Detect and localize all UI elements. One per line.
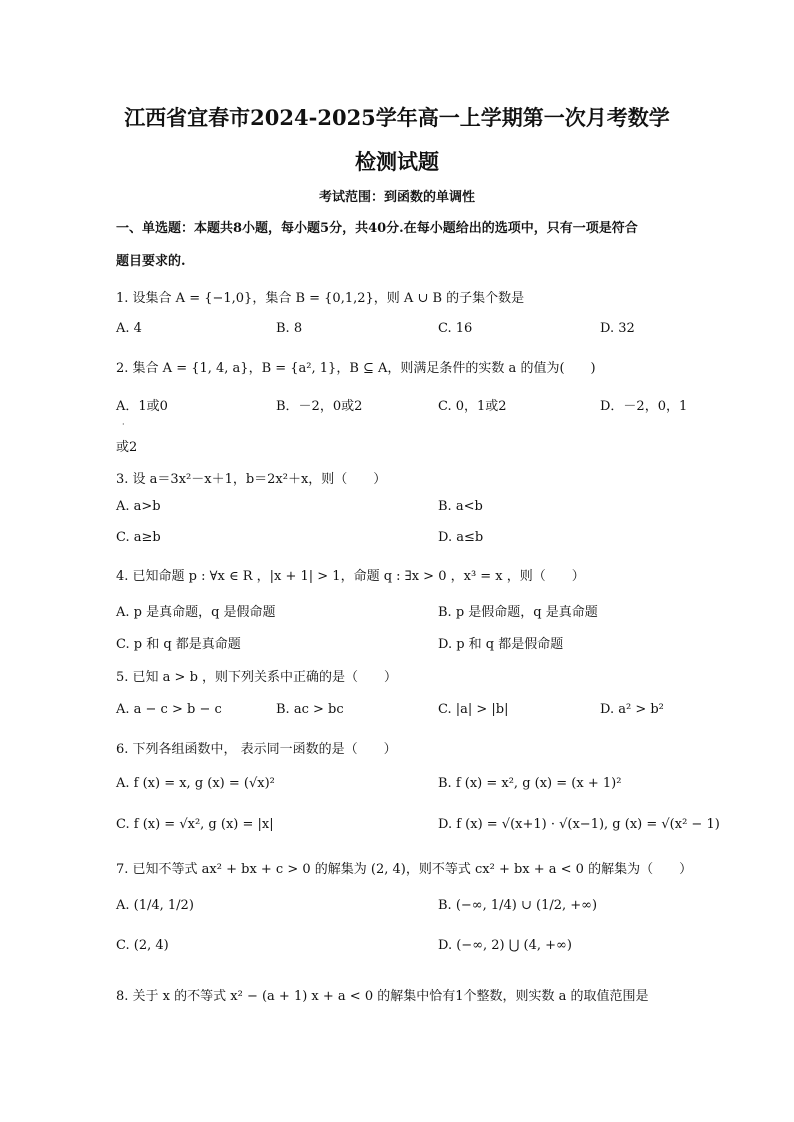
question-7-option-b: B. (−∞, 1/4) ∪ (1/2, +∞) — [438, 898, 598, 913]
page-title-line2: 检测试题 — [355, 149, 439, 174]
question-7-option-c: C. (2, 4) — [116, 938, 169, 953]
question-2-option-d: D．－2，0，1 — [600, 399, 688, 414]
question-6-option-d: D. f (x) = √(x+1) · √(x−1), g (x) = √(x² − 1) — [438, 817, 720, 832]
question-7-option-d: D. (−∞, 2) ⋃ (4, +∞) — [438, 938, 572, 953]
question-3-option-c: C. a≥b — [116, 530, 161, 545]
question-4-option-b: B. p 是假命题，q 是真命题 — [438, 605, 598, 620]
page-title-line1: 江西省宜春市2024-2025学年高一上学期第一次月考数学 — [124, 105, 670, 130]
section-heading-line2: 题目要求的. — [116, 254, 186, 269]
section-heading-line1: 一、单选题：本题共8小题，每小题5分，共40分.在每小题给出的选项中，只有一项是符合 — [116, 221, 638, 236]
question-2-option-d-continuation: 或2 — [116, 440, 138, 455]
question-5-option-a: A. a − c > b − c — [116, 702, 222, 717]
question-5-option-d: D. a² > b² — [600, 702, 664, 717]
question-2-stem: 2. 集合 A = {1, 4, a}，B = {a², 1}，B ⊆ A，则满足条件的实数 a 的值为( ) — [116, 361, 596, 376]
question-1-option-b: B. 8 — [276, 321, 303, 336]
question-6-stem: 6. 下列各组函数中， 表示同一函数的是（ ） — [116, 742, 397, 757]
question-2-option-b: B．－2，0或2 — [276, 399, 363, 414]
question-5-option-b: B. ac > bc — [276, 702, 344, 717]
exam-scope: 考试范围：到函数的单调性 — [318, 190, 475, 205]
question-4-stem: 4. 已知命题 p : ∀x ∈ R ，|x + 1| > 1，命题 q : ∃x > 0 ，x³ = x ，则（ ） — [116, 569, 585, 584]
question-6-option-b: B. f (x) = x², g (x) = (x + 1)² — [438, 776, 622, 791]
question-8-stem: 8. 关于 x 的不等式 x² − (a + 1) x + a < 0 的解集中恰有1个整数，则实数 a 的取值范围是 — [116, 989, 649, 1004]
question-1-option-c: C. 16 — [438, 321, 473, 336]
stray-dot: · — [122, 420, 125, 429]
question-7-stem: 7. 已知不等式 ax² + bx + c > 0 的解集为 (2, 4)，则不等式 cx² + bx + a < 0 的解集为（ ） — [116, 862, 693, 877]
question-6-option-c: C. f (x) = √x², g (x) = |x| — [116, 817, 274, 832]
question-2-option-c: C. 0，1或2 — [438, 399, 507, 414]
question-3-option-b: B. a<b — [438, 499, 483, 514]
question-5-option-c: C. |a| > |b| — [438, 702, 509, 717]
question-4-option-d: D. p 和 q 都是假命题 — [438, 637, 564, 652]
question-3-stem: 3. 设 a＝3x²－x＋1，b＝2x²＋x，则（ ） — [116, 472, 387, 487]
question-1-option-a: A. 4 — [116, 321, 142, 336]
question-7-option-a: A. (1/4, 1/2) — [116, 898, 194, 913]
question-3-option-a: A. a>b — [116, 499, 161, 514]
question-5-stem: 5. 已知 a > b ，则下列关系中正确的是（ ） — [116, 670, 398, 685]
question-1-stem: 1. 设集合 A = {−1,0}，集合 B = {0,1,2}，则 A ∪ B 的子集个数是 — [116, 291, 525, 306]
question-4-option-a: A. p 是真命题，q 是假命题 — [116, 605, 276, 620]
question-6-option-a: A. f (x) = x, g (x) = (√x)² — [116, 776, 275, 791]
question-4-option-c: C. p 和 q 都是真命题 — [116, 637, 241, 652]
question-2-option-a: A．1或0 — [116, 399, 168, 414]
question-3-option-d: D. a≤b — [438, 530, 484, 545]
question-1-option-d: D. 32 — [600, 321, 635, 336]
